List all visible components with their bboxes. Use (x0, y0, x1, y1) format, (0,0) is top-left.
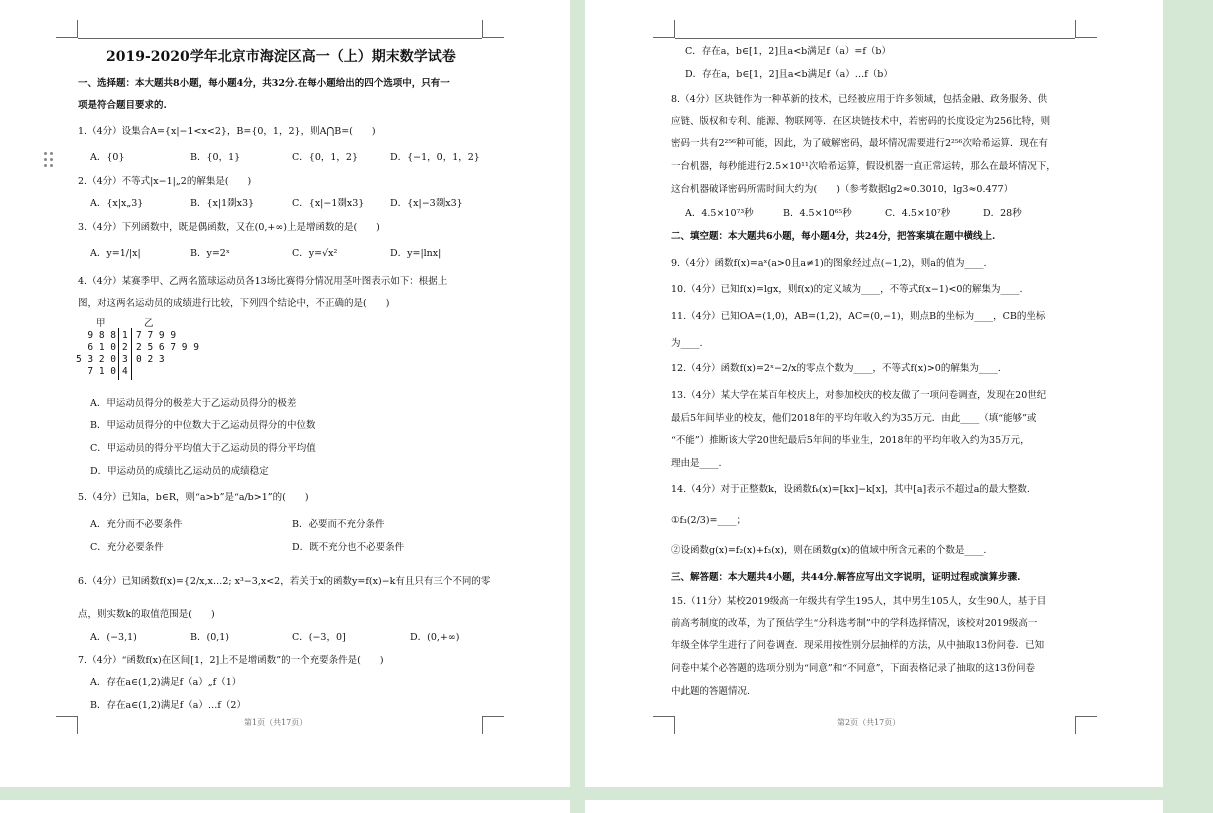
question-5: 5.（4分）已知a，b∈R，则“a>b”是“a/b>1”的( ) (78, 492, 309, 503)
question-13: 13.（4分）某大学在某百年校庆上，对参加校庆的校友做了一项问卷调查，发现在20世纪 (671, 390, 1047, 401)
question-8-line: 密码一共有2²⁵⁶种可能，因此，为了破解密码，最坏情况需要进行2²⁵⁶次哈希运算．现在有 (671, 138, 1048, 149)
stem-divider-left (118, 328, 119, 380)
document-page-3 (0, 800, 570, 813)
question-15: 15.（11分）某校2019级高一年级共有学生195人，其中男生105人，女生90人，基于目 (671, 596, 1047, 607)
question-2: 2.（4分）不等式|x−1|„2的解集是( ) (78, 176, 252, 187)
question-8-line: 一台机器，每秒能进行2.5×10¹¹次哈希运算，假设机器一直正常运转，那么在最坏情况下， (671, 161, 1056, 172)
section-heading: 三、解答题：本大题共4小题，共44分.解答应写出文字说明，证明过程或演算步骤. (671, 572, 1021, 583)
q4-option-d: D．甲运动员的成绩比乙运动员的成绩稳定 (90, 466, 269, 477)
crop-mark (56, 20, 78, 38)
question-10: 10.（4分）已知f(x)=lgx，则f(x)的定义域为____，不等式f(x−1)<0的解集为____. (671, 284, 1023, 295)
q1-option-d: D．{−1，0，1，2} (390, 152, 480, 163)
q3-option-c: C．y=√x² (292, 248, 338, 259)
question-14-part-1: ①f₃(2/3)=____； (671, 515, 747, 526)
q5-option-d: D．既不充分也不必要条件 (292, 542, 405, 553)
question-13-line: 最后5年间毕业的校友，他们2018年的平均年收入约为35万元．由此____（填“能够”或 (671, 413, 1037, 424)
question-15-line: 前高考制度的改革，为了预估学生“分科选考制”中的学科选择情况，该校对2019级高一 (671, 618, 1038, 629)
page-top-border (78, 38, 482, 39)
question-14-part-2: ②设函数g(x)=f₂(x)+f₃(x)，则在函数g(x)的值域中所含元素的个数是____. (671, 545, 987, 556)
stem-3: 3 (122, 354, 128, 365)
question-8-line: 应链、版权和专利、能源、物联网等．在区块链技术中，若密码的长度设定为256比特，则 (671, 116, 1051, 127)
q5-option-a: A．充分而不必要条件 (90, 519, 183, 530)
question-15-line: 中此题的答题情况. (671, 686, 751, 697)
question-13-line: “不能”）推断该大学20世纪最后5年间的毕业生，2018年的平均年收入约为35万元， (671, 435, 1030, 446)
page-top-border (675, 38, 1075, 39)
q2-option-b: B．{x|1剟x3} (190, 198, 255, 209)
crop-mark (1075, 20, 1097, 38)
q6-option-c: C．(−3，0] (292, 632, 346, 643)
section-heading-cont: 项是符合题目要求的. (78, 100, 167, 111)
stem-leaf-left-3: 5 3 2 0 (75, 354, 116, 365)
stem-4: 4 (122, 366, 128, 377)
question-15-line: 问卷中某个必答题的选项分别为“同意”和“不同意”，下面表格记录了抽取的这13份问卷 (671, 663, 1036, 674)
stem-header-jia: 甲 (96, 318, 106, 329)
q7-option-a: A．存在a∈(1,2)满足f（a）„f（1） (90, 677, 242, 688)
crop-mark (482, 716, 504, 734)
question-12: 12.（4分）函数f(x)=2ˣ−2/x的零点个数为____，不等式f(x)>0的解集为____. (671, 363, 1001, 374)
q7-option-b: B．存在a∈(1,2)满足f（a）…f（2） (90, 700, 246, 711)
q3-option-a: A．y=1/|x| (90, 248, 141, 259)
stem-leaf-left-2: 6 1 0 (87, 342, 116, 353)
question-11: 11.（4分）已知OA=(1,0)，AB=(1,2)，AC=(0,−1)，则点B的坐标为____，CB的坐标 (671, 311, 1046, 322)
stem-leaf-right-2: 2 5 6 7 9 9 (136, 342, 199, 353)
q1-option-c: C．{0，1，2} (292, 152, 358, 163)
crop-mark (1075, 716, 1097, 734)
q8-option-a: A．4.5×10⁷³秒 (685, 208, 754, 219)
q1-option-a: A．{0} (90, 152, 125, 163)
question-11-cont: 为____. (671, 338, 703, 349)
q1-option-b: B．{0，1} (190, 152, 241, 163)
crop-mark (653, 20, 675, 38)
question-6: 6.（4分）已知函数f(x)={2/x,x…2; x³−3,x<2，若关于x的函数y=f(x)−k有且只有三个不同的零 (78, 576, 491, 587)
question-1: 1.（4分）设集合A={x|−1<x<2}，B={0，1，2}，则A⋂B=( ) (78, 126, 376, 137)
page-footer: 第2页（共17页） (837, 718, 901, 727)
q8-option-d: D．28秒 (983, 208, 1022, 219)
q6-option-d: D．(0,+∞) (410, 632, 460, 643)
question-15-line: 年级全体学生进行了问卷调查．现采用按性别分层抽样的方法，从中抽取13份问卷．已知 (671, 640, 1045, 651)
q4-option-a: A．甲运动员得分的极差大于乙运动员得分的极差 (90, 398, 297, 409)
page-footer: 第1页（共17页） (244, 718, 308, 727)
question-9: 9.（4分）函数f(x)=aˣ(a>0且a≠1)的图象经过点(−1,2)，则a的值为____. (671, 258, 987, 269)
stem-leaf-right-3: 0 2 3 (136, 354, 165, 365)
q6-option-a: A．(−3,1) (90, 632, 137, 643)
question-4-cont: 图，对这两名运动员的成绩进行比较，下列四个结论中，不正确的是( ) (78, 298, 390, 309)
stem-leaf-left-1: 9 8 8 (87, 330, 116, 341)
stem-leaf-right-1: 7 7 9 9 (136, 330, 177, 341)
stem-1: 1 (122, 330, 128, 341)
stem-2: 2 (122, 342, 128, 353)
q2-option-c: C．{x|−1剟x3} (292, 198, 365, 209)
q7-option-d: D．存在a，b∈[1，2]且a<b满足f（a）…f（b） (685, 69, 893, 80)
q6-option-b: B．(0,1) (190, 632, 230, 643)
question-7: 7.（4分）“函数f(x)在区间[1，2]上不是增函数”的一个充要条件是( ) (78, 655, 384, 666)
section-heading: 一、选择题：本大题共8小题，每小题4分，共32分.在每小题给出的四个选项中，只有一 (78, 78, 450, 89)
question-8-line: 这台机器破译密码所需时间大约为( )（参考数据lg2≈0.3010，lg3≈0.477） (671, 184, 1014, 195)
q7-option-c: C．存在a，b∈[1，2]且a<b满足f（a）=f（b） (685, 46, 891, 57)
section-heading: 二、填空题：本大题共6小题，每小题4分，共24分，把答案填在题中横线上. (671, 231, 996, 242)
question-3: 3.（4分）下列函数中，既是偶函数，又在(0,+∞)上是增函数的是( ) (78, 222, 380, 233)
stem-leaf-left-4: 7 1 0 (87, 366, 116, 377)
crop-mark (653, 716, 675, 734)
stem-header-yi: 乙 (144, 318, 154, 329)
q5-option-b: B．必要而不充分条件 (292, 519, 385, 530)
document-page-4 (585, 800, 1163, 813)
drag-handle-icon[interactable] (44, 152, 56, 168)
q5-option-c: C．充分必要条件 (90, 542, 164, 553)
q3-option-b: B．y=2ˣ (190, 248, 230, 259)
q2-option-d: D．{x|−3剟x3} (390, 198, 463, 209)
document-page-1 (0, 0, 570, 787)
q8-option-b: B．4.5×10⁶⁵秒 (783, 208, 852, 219)
crop-mark (56, 716, 78, 734)
question-13-line: 理由是____. (671, 458, 722, 469)
question-6-cont: 点，则实数k的取值范围是( ) (78, 609, 215, 620)
stem-divider-right (131, 328, 132, 380)
question-4: 4.（4分）某赛季甲、乙两名篮球运动员各13场比赛得分情况用茎叶图表示如下：根据上 (78, 276, 448, 287)
page-title: 2019-2020学年北京市海淀区高一（上）期末数学试卷 (106, 49, 456, 65)
q3-option-d: D．y=|lnx| (390, 248, 442, 259)
q4-option-c: C．甲运动员的得分平均值大于乙运动员的得分平均值 (90, 443, 316, 454)
question-8: 8.（4分）区块链作为一种革新的技术，已经被应用于许多领域，包括金融、政务服务、供 (671, 94, 1048, 105)
q4-option-b: B．甲运动员得分的中位数大于乙运动员得分的中位数 (90, 420, 316, 431)
question-14: 14.（4分）对于正整数k，设函数fₖ(x)=[kx]−k[x]，其中[a]表示不超过a的最大整数. (671, 484, 1030, 495)
q2-option-a: A．{x|x„3} (90, 198, 144, 209)
q8-option-c: C．4.5×10⁷秒 (885, 208, 951, 219)
document-page-2 (585, 0, 1163, 787)
crop-mark (482, 20, 504, 38)
